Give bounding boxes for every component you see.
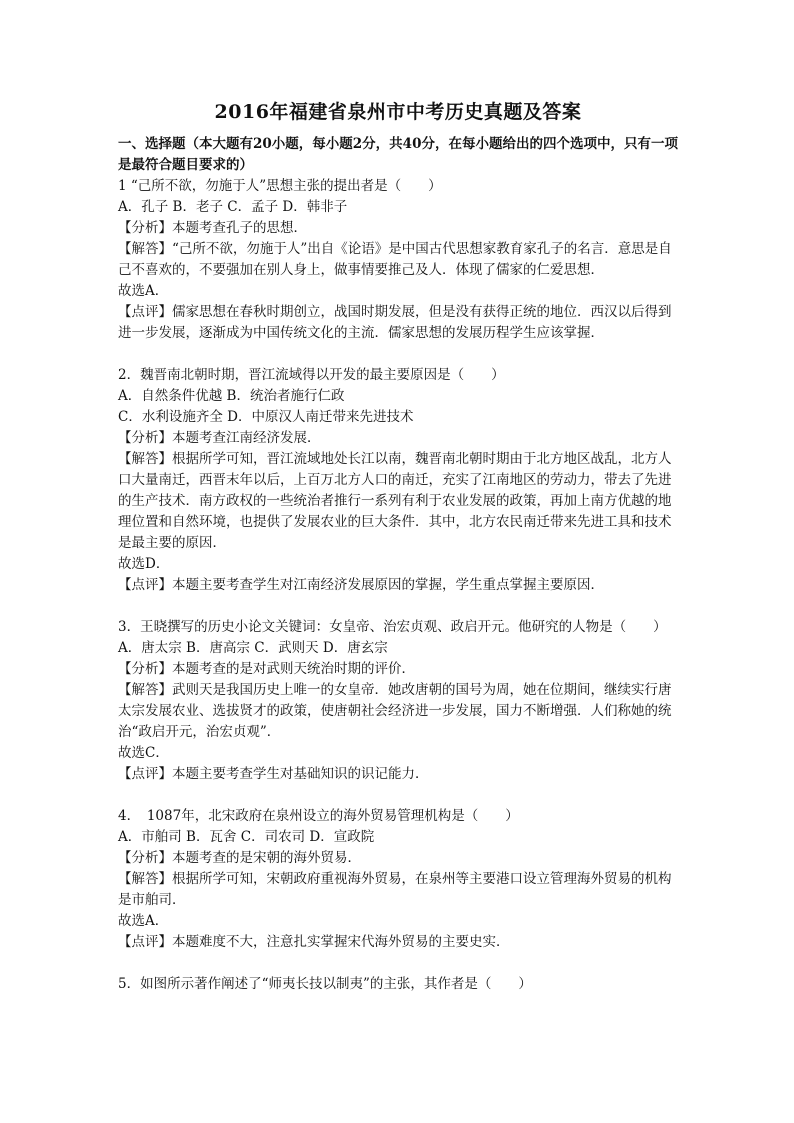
question-comment: 【点评】本题主要考查学生对基础知识的识记能力． [118, 766, 429, 782]
question-stem: 1 “己所不欲，勿施于人”思想主张的提出者是（ ） [118, 178, 442, 194]
question-stem: 2．魏晋南北朝时期，晋江流域得以开发的最主要原因是（ ） [118, 367, 505, 383]
question-choice: 故选C． [118, 745, 169, 761]
question-answer: 【解答】根据所学可知，晋江流域地处长江以南，魏晋南北朝时期由于北方地区战乱，北方人口大量南迁，西晋末年以后，上百万北方人口的南迁，充实了江南地区的劳动力，带去了先进的生产技术．南方政权的一些统治者推行一系列有利于农业发展的政策，再加上南方优越的地理位置和自然环境，也提供了发展农业的巨大条件．其中，北方农民南迁带来先进工具和技术是最主要的原因． [118, 451, 672, 551]
question-answer: 【解答】“己所不欲，勿施于人”出自《论语》是中国古代思想家教育家孔子的名言．意思是自己不喜欢的，不要强加在别人身上，做事情要推己及人．体现了儒家的仁爱思想． [118, 241, 672, 278]
question-analysis: 【分析】本题考查的是宋朝的海外贸易． [118, 850, 361, 866]
question-answer: 【解答】武则天是我国历史上唯一的女皇帝．她改唐朝的国号为周，她在位期间，继续实行唐太宗发展农业、选拔贤才的政策，使唐朝社会经济进一步发展，国力不断增强．人们称她的统治“政启开元，治宏贞观”． [118, 682, 672, 740]
question-analysis: 【分析】本题考查江南经济发展． [118, 430, 321, 446]
question-analysis: 【分析】本题考查的是对武则天统治时期的评价． [118, 661, 415, 677]
question-comment: 【点评】本题主要考查学生对江南经济发展原因的掌握，学生重点掌握主要原因． [118, 577, 604, 593]
question-options: A．市舶司 B．瓦舍 C．司农司 D．宣政院 [118, 829, 375, 845]
question-1 [118, 176, 678, 344]
question-choice: 故选A． [118, 283, 169, 299]
question-stem: 3．王晓撰写的历史小论文关键词：女皇帝、治宏贞观、政启开元。他研究的人物是（ ） [118, 619, 667, 635]
question-4 [118, 806, 678, 953]
question-stem: 4． 1087年，北宋政府在泉州设立的海外贸易管理机构是（ ） [118, 808, 519, 824]
question-comment: 【点评】本题难度不大，注意扎实掌握宋代海外贸易的主要史实． [118, 934, 510, 950]
question-stem: 5．如图所示著作阐述了“师夷长技以制夷”的主张，其作者是（ ） [118, 976, 532, 992]
question-options: A．自然条件优越 B．统治者施行仁政 [118, 388, 345, 404]
question-2 [118, 365, 678, 596]
question-options: A．唐太宗 B．唐高宗 C．武则天 D．唐玄宗 [118, 640, 388, 656]
question-options: A．孔子 B．老子 C．孟子 D．韩非子 [118, 199, 348, 215]
question-choice: 故选A． [118, 913, 169, 929]
question-options: C．水利设施齐全 D．中原汉人南迁带来先进技术 [118, 409, 414, 425]
page-title: 2016年福建省泉州市中考历史真题及答案 [214, 101, 582, 123]
question-5 [118, 974, 678, 995]
section-heading: 一、选择题（本大题有20小题，每小题2分，共40分，在每小题给出的四个选项中，只有一项是最符合题目要求的） [118, 136, 678, 173]
question-comment: 【点评】儒家思想在春秋时期创立，战国时期发展，但是没有获得正统的地位．西汉以后得到进一步发展，逐渐成为中国传统文化的主流．儒家思想的发展历程学生应该掌握． [118, 304, 672, 341]
question-answer: 【解答】根据所学可知，宋朝政府重视海外贸易，在泉州等主要港口设立管理海外贸易的机构是市舶司． [118, 871, 672, 908]
question-choice: 故选D． [118, 556, 170, 572]
document-page [118, 98, 678, 995]
question-analysis: 【分析】本题考查孔子的思想． [118, 220, 307, 236]
question-3 [118, 617, 678, 785]
